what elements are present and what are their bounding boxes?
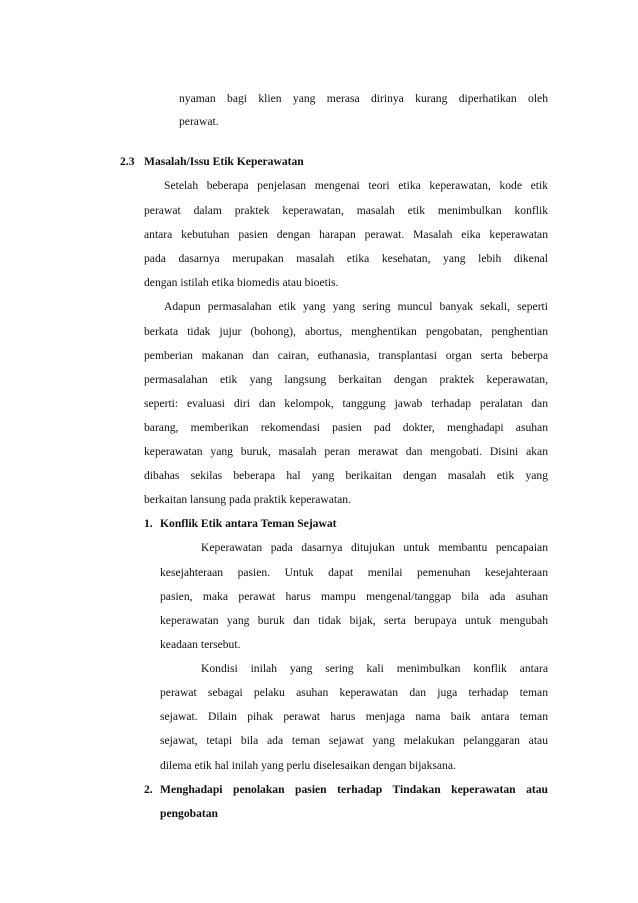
paragraph-line: sejawat, tetapi bila ada teman sejawat yang melakukan pelanggaran atau — [160, 734, 548, 747]
paragraph-line: pasien, maka perawat harus mampu mengenal/tanggap bila ada asuhan — [160, 590, 548, 603]
paragraph-line: Adapun permasalahan etik yang yang sering muncul banyak sekali, seperti — [164, 300, 548, 313]
paragraph-line: pada dasarnya merupakan masalah etika kesehatan, yang lebih dikenal — [144, 252, 548, 265]
list-item-title: pengobatan — [160, 807, 218, 820]
intro-line: perawat. — [179, 115, 219, 128]
section-number: 2.3 — [120, 155, 135, 168]
paragraph-line: Keperawatan pada dasarnya ditujukan untuk membantu pencapaian — [201, 541, 548, 554]
intro-line: nyaman bagi klien yang merasa dirinya kurang diperhatikan oleh — [179, 92, 548, 105]
paragraph-line: perawat dalam praktek keperawatan, masalah etik menimbulkan konflik — [144, 204, 548, 217]
list-item-number: 1. — [144, 517, 153, 530]
paragraph-line: dibahas sekilas beberapa hal yang berikaitan dengan masalah etik yang — [144, 469, 548, 482]
paragraph-line: dengan istilah etika biomedis atau bioetis. — [144, 276, 339, 289]
paragraph-line: antara kebutuhan pasien dengan harapan perawat. Masalah eika keperawatan — [144, 228, 548, 241]
paragraph-line: keperawatan yang buruk, masalah peran merawat dan mengobati. Disini akan — [144, 445, 548, 458]
list-item-title: Konflik Etik antara Teman Sejawat — [160, 517, 337, 530]
paragraph-line: kesejahteraan pasien. Untuk dapat menilai pemenuhan kesejahteraan — [160, 566, 548, 579]
paragraph-line: dilema etik hal inilah yang perlu diselesaikan dengan bijaksana. — [160, 759, 456, 772]
paragraph-line: berkata tidak jujur (bohong), abortus, menghentikan pengobatan, penghentian — [144, 325, 548, 338]
paragraph-line: perawat sebagai pelaku asuhan keperawatan dan juga terhadap teman — [160, 686, 548, 699]
paragraph-line: pemberian makanan dan cairan, euthanasia, transplantasi organ serta beberpa — [144, 349, 548, 362]
list-item-number: 2. — [144, 783, 153, 796]
paragraph-line: permasalahan etik yang langsung berkaitan dengan praktek keperawatan, — [144, 373, 548, 386]
paragraph-line: Setelah beberapa penjelasan mengenai teori etika keperawatan, kode etik — [164, 179, 548, 192]
paragraph-line: keperawatan yang buruk dan tidak bijak, serta berupaya untuk mengubah — [160, 614, 548, 627]
paragraph-line: berkaitan lansung pada praktik keperawatan. — [144, 493, 351, 506]
paragraph-line: barang, memberikan rekomendasi pasien pad dokter, menghadapi asuhan — [144, 421, 548, 434]
list-item-title: Menghadapi penolakan pasien terhadap Tindakan keperawatan atau — [160, 783, 548, 796]
paragraph-line: sejawat. Dilain pihak perawat harus menjaga nama baik antara teman — [160, 710, 548, 723]
paragraph-line: Kondisi inilah yang sering kali menimbulkan konflik antara — [201, 662, 548, 675]
section-title: Masalah/Issu Etik Keperawatan — [144, 155, 304, 168]
paragraph-line: seperti: evaluasi diri dan kelompok, tanggung jawab terhadap peralatan dan — [144, 397, 548, 410]
paragraph-line: keadaan tersebut. — [160, 638, 241, 651]
